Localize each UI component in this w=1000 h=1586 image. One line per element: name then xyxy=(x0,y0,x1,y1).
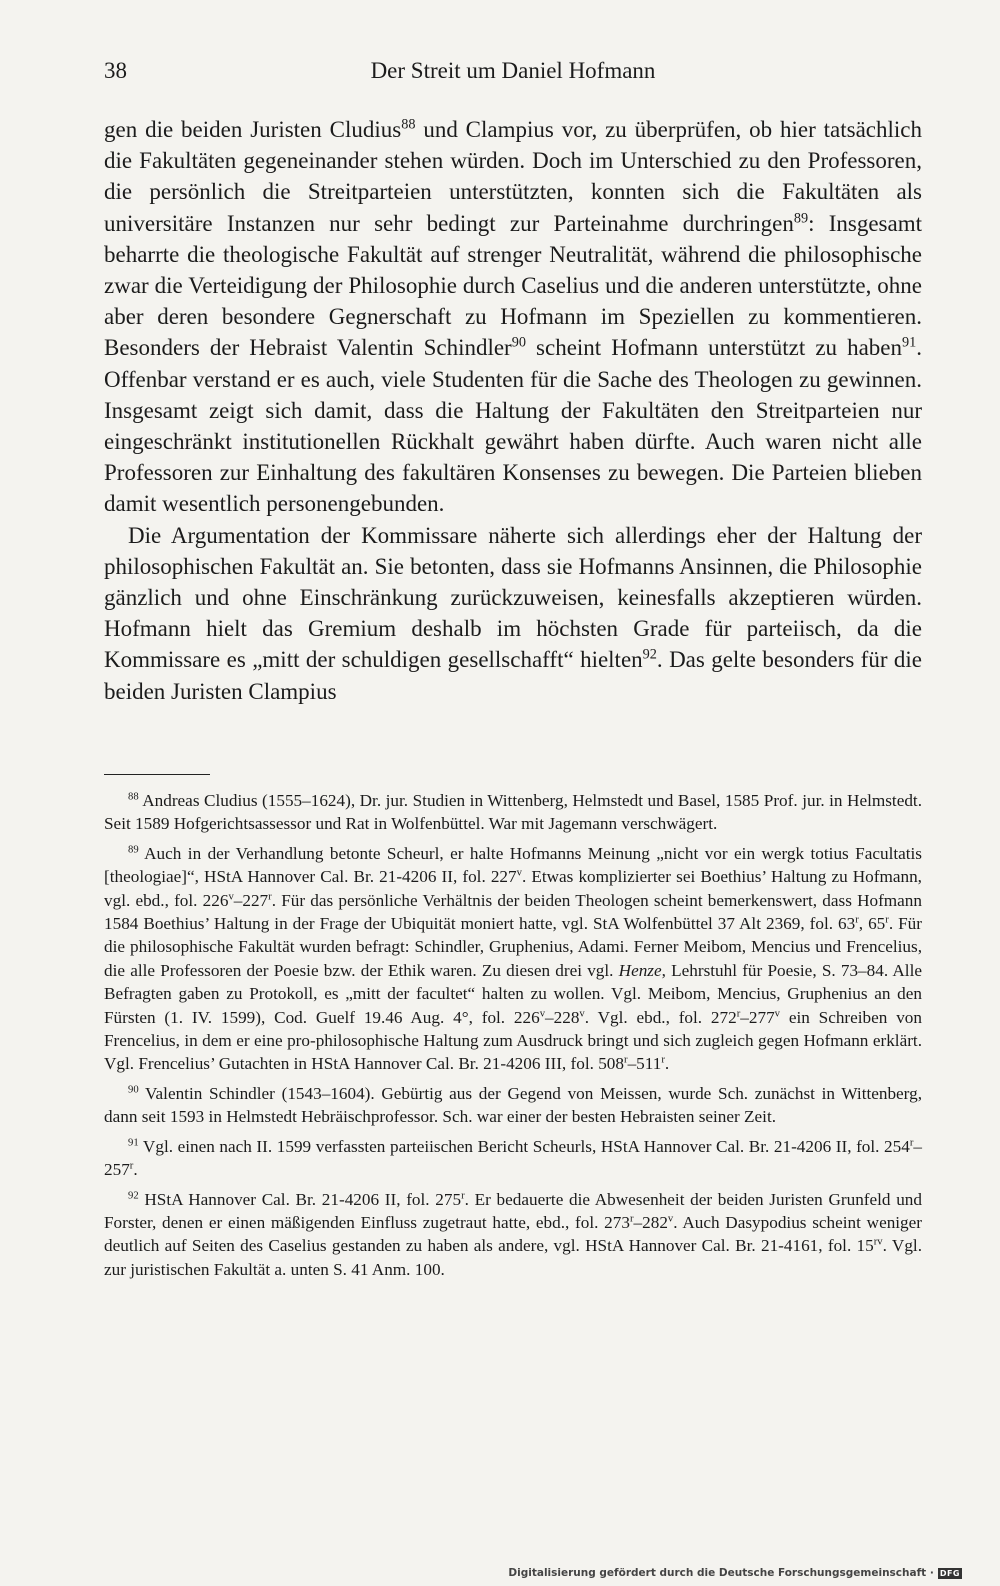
text-run: . Etwas komplizierter sei Boethius’ Haltung zu Hofmann, vgl. ebd., fol. 226 xyxy=(104,867,922,910)
superscript: 91 xyxy=(128,1136,139,1148)
footnote-separator xyxy=(104,774,210,775)
superscript: 90 xyxy=(511,334,526,351)
superscript: r xyxy=(624,1054,628,1066)
text-run: HStA Hannover Cal. Br. 21-4206 II, fol. 275 xyxy=(138,1189,462,1209)
credit-text: Digitalisierung gefördert durch die Deutsche Forschungsgemeinschaft · xyxy=(508,1567,934,1579)
main-text xyxy=(104,114,922,707)
text-run: . Für die philosophische Fakultät wurden befragt: Schindler, Gruphenius, Adami. Ferner Meibom, Mencius und Frencelius, die alle Professoren der Poesie bzw. der Ethik waren. Zu diesen drei vgl. xyxy=(104,914,922,980)
text-run: –277 xyxy=(740,1007,775,1027)
text-run: ein Schreiben von Frencelius, in dem er eine pro-philosophische Haltung zum Ausdruck bringt und sich zugleich gegen Hofmann erklärt. Vgl. Frencelius’ Gutachten in HStA Hannover Cal. Br. 21-4206 III, fol. 508 xyxy=(104,1007,922,1074)
text-run: Valentin Schindler (1543–1604). Gebürtig aus der Gegend von Meissen, wurde Sch. zunächst in Wittenberg, dann seit 1593 in Helmstedt Hebräischprofessor. Sch. war einer der besten Hebraisten seiner Zeit. xyxy=(104,1083,922,1127)
paragraph xyxy=(104,114,922,520)
text-run: . Auch Dasypodius scheint weniger deutlich auf Seiten des Caselius gestanden zu haben als andere, vgl. HStA Hannover Cal. Br. 21-4161, fol. 15 xyxy=(104,1212,923,1256)
superscript: r xyxy=(661,1054,665,1066)
footnotes xyxy=(104,789,922,1287)
text-run: . Vgl. zur juristischen Fakultät a. unten S. 41 Anm. 100. xyxy=(104,1236,922,1279)
superscript: 89 xyxy=(793,209,809,226)
superscript: 88 xyxy=(128,791,139,803)
text-run: gen die beiden Juristen Cludius xyxy=(104,117,402,142)
superscript: r xyxy=(909,1136,914,1148)
superscript: r xyxy=(629,1213,634,1225)
superscript: r xyxy=(461,1189,465,1201)
superscript: 92 xyxy=(128,1189,139,1201)
text-run: Auch in der Verhandlung betonte Scheurl, er halte Hofmanns Meinung „nicht vor ein wergk totius Facultatis [theologiae]“, HStA Hannover Cal. Br. 21-4206 II, fol. 227 xyxy=(104,843,922,887)
superscript: v xyxy=(667,1213,674,1225)
text-run: und Clampius vor, zu überprüfen, ob hier tatsächlich die Fakultäten gegeneinander stehen würden. Doch im Unterschied zu den Professoren, die persönlich die Streitparteien unterstützten, konnten sich die Fakultäten als universitäre Instanzen nur sehr bedingt zur Parteinahme durchringen xyxy=(104,117,922,236)
text-run: –227 xyxy=(233,890,269,910)
dfg-logo: DFG xyxy=(939,1568,960,1578)
superscript: r xyxy=(129,1160,134,1172)
superscript: v xyxy=(579,1007,585,1019)
superscript: r xyxy=(268,890,272,902)
text-run: scheint Hofmann unterstützt zu haben xyxy=(525,335,903,361)
superscript: v xyxy=(774,1007,780,1019)
text-run: . xyxy=(664,1054,670,1074)
text-run: . Das gelte besonders für die beiden Juristen Clampius xyxy=(104,647,922,704)
superscript: v xyxy=(516,867,522,879)
text-run: Vgl. einen nach II. 1599 verfassten parteiischen Bericht Scheurls, HStA Hannover Cal. Br. 21-4206 II, fol. 254 xyxy=(138,1136,910,1156)
text-run: . Für das persönliche Verhältnis der beiden Theologen scheint bemerkenswert, dass Hofmann 1584 Boethius’ Haltung in der Frage der Ubiquität moniert hatte, vgl. StA Wolfenbüttel 37 Alt 2369, fol. 63 xyxy=(104,890,922,934)
text-run: –228 xyxy=(545,1007,580,1027)
superscript: r xyxy=(736,1007,741,1019)
footnote xyxy=(104,1135,922,1182)
text-run: . Offenbar verstand er es auch, viele Studenten für die Sache des Theologen zu gewinnen. Insgesamt zeigt sich damit, dass die Haltung der Fakultäten den Streitparteien nur eingeschränkt institutionellen Rückhalt gewährt haben dürfte. Auch waren nicht alle Professoren zur Einhaltung des fakultären Konsenses zu bewegen. Die Parteien blieben damit wesentlich personengebunden. xyxy=(104,335,923,517)
footnote xyxy=(104,842,922,1076)
superscript: v xyxy=(228,890,234,902)
digitization-credit xyxy=(508,1567,962,1579)
page-number: 38 xyxy=(104,58,127,83)
text-run: –282 xyxy=(633,1212,668,1232)
text-run: : Insgesamt beharrte die theologische Fakultät auf strenger Neutralität, während die philosophische zwar die Verteidigung der Philosophie durch Caselius und die anderen unterstützte, ohne aber deren besondere Gegnerschaft zu Hofmann im Speziellen zu kommentieren. Besonders der Hebraist Valentin Schindler xyxy=(104,210,922,361)
superscript: 92 xyxy=(642,646,657,663)
paragraph xyxy=(104,520,922,707)
superscript: r xyxy=(885,914,889,926)
text-run: . Er bedauerte die Abwesenheit der beiden Juristen Grunfeld und Forster, denen er einen mäßigenden Einfluss zugetraut hatte, ebd., fol. 273 xyxy=(104,1189,922,1232)
text-run: , Lehrstuhl für Poesie, S. 73–84. Alle Befragten gaben zu Protokoll, es „mitt der facultet“ halten zu wollen. Vgl. Meibom, Mencius, Gruphenius an den Fürsten (1. IV. 1599), Cod. Guelf 19.46 Aug. 4°, fol. 226 xyxy=(104,960,922,1027)
running-title: Der Streit um Daniel Hofmann xyxy=(370,58,656,83)
text-run: . Vgl. ebd., fol. 272 xyxy=(584,1007,737,1027)
page-header xyxy=(104,58,922,88)
superscript: 90 xyxy=(128,1084,139,1096)
footnote xyxy=(104,1082,922,1129)
text-run: –257 xyxy=(104,1136,922,1180)
text-run: Andreas Cludius (1555–1624), Dr. jur. Studien in Wittenberg, Helmstedt und Basel, 1585 Prof. jur. in Helmstedt. Seit 1589 Hofgerichtsassessor und Rat in Wolfenbüttel. War mit Jagemann verschwägert. xyxy=(104,791,922,834)
superscript: 88 xyxy=(401,116,416,133)
superscript: r xyxy=(855,914,859,926)
text-run: Die Argumentation der Kommissare näherte sich allerdings eher der Haltung der philosophischen Fakultät an. Sie betonten, dass sie Hofmanns Ansinnen, die Philosophie gänzlich und ohne Einschränkung zurückzuweisen, keinesfalls akzeptieren würden. Hofmann hielt das Gremium deshalb im höchsten Grade für parteiisch, da die Kommissare es „mitt der schuldigen gesellschafft“ hielten xyxy=(104,522,922,673)
superscript: rv xyxy=(873,1236,883,1248)
superscript: 91 xyxy=(902,334,917,351)
text-run: . xyxy=(133,1160,138,1180)
footnote xyxy=(104,1188,922,1282)
text-run: –511 xyxy=(627,1054,662,1074)
superscript: 89 xyxy=(128,844,139,856)
superscript: v xyxy=(539,1007,546,1019)
footnote xyxy=(104,789,922,836)
text-run: , 65 xyxy=(858,914,886,934)
italic-text: Henze xyxy=(618,960,662,980)
